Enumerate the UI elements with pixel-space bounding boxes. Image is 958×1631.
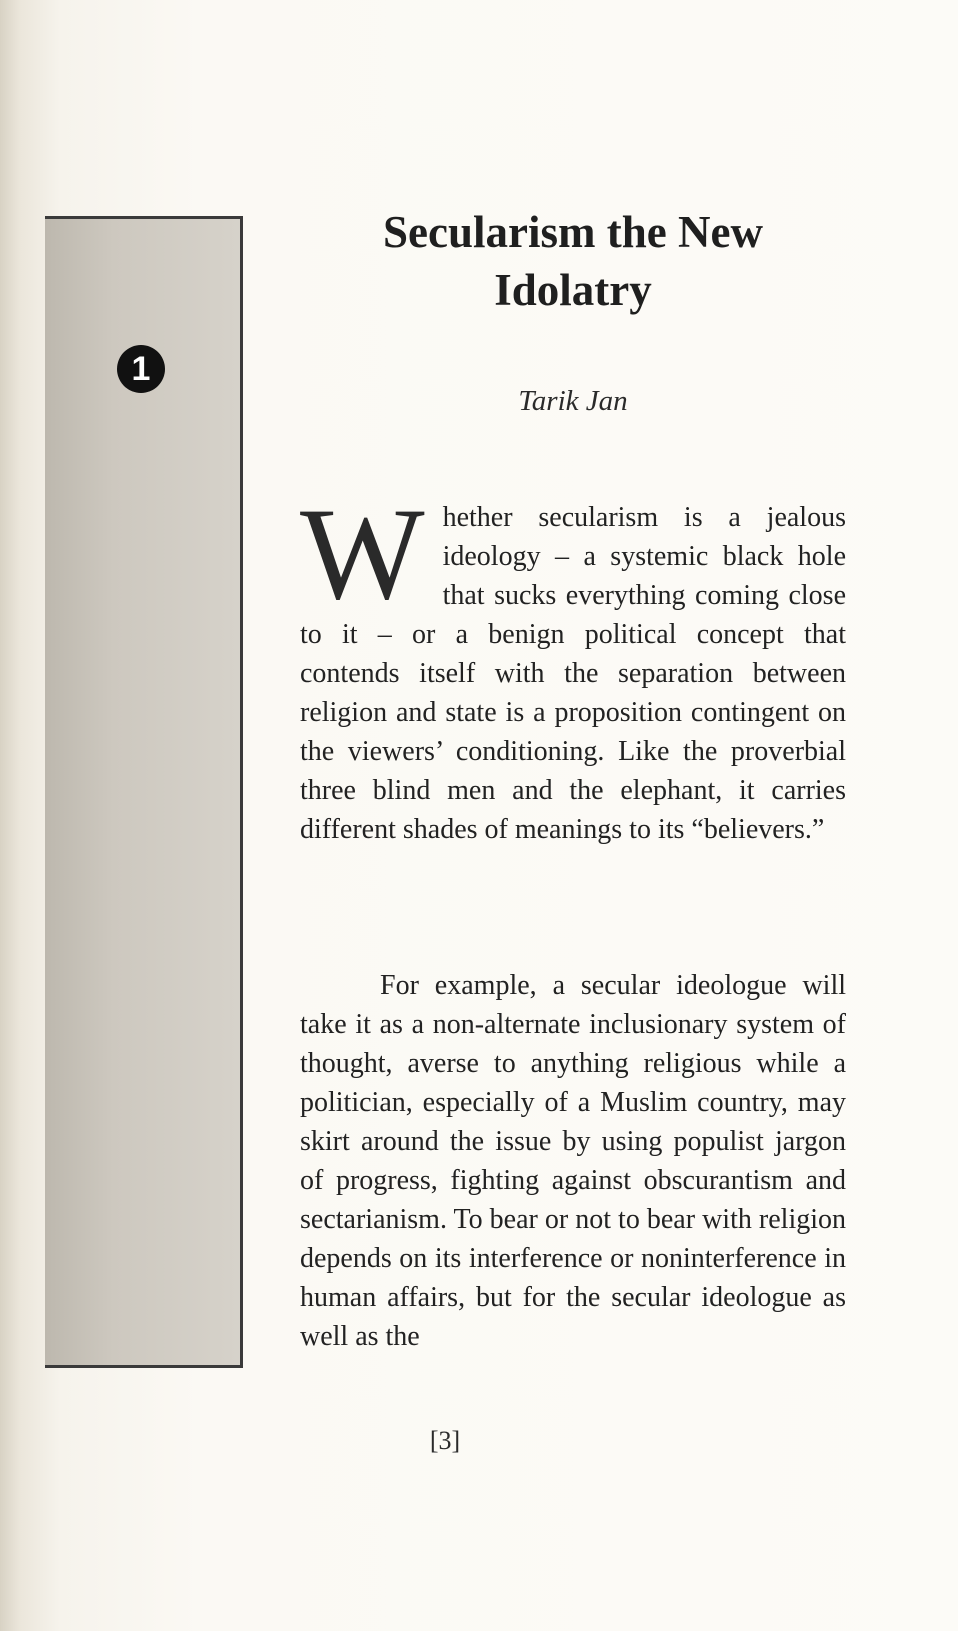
chapter-number-badge-icon: 1 xyxy=(117,345,165,393)
paragraph-1-text: hether secularism is a jealous ideology – a systemic black hole that sucks everything coming close to it – or a benign political concept that contends itself with the separation between religion and state is a proposition contingent on the viewers’ conditioning. Like the proverbial three blind men and the elephant, it carries different shades of meanings to its “believers.” xyxy=(300,502,846,845)
page-number: [3] xyxy=(429,1426,461,1455)
paragraph-2: For example, a secular ideologue will take it as a non-alternate inclusionary system of thought, averse to anything religious while a politician, especially of a Muslim country, may skirt around the issue by using populist jargon of progress, fighting against obscurantism and sectarianism. To bear or not to bear with religion depends on its interference or noninterference in human affairs, but for the secular ideologue as well as the xyxy=(300,970,846,1352)
chapter-tab xyxy=(45,216,243,1368)
article-author: Tarik Jan xyxy=(518,385,628,417)
drop-cap: W xyxy=(300,480,425,627)
article-title: Secularism the New Idolatry xyxy=(383,207,763,315)
paragraph-1 xyxy=(300,480,846,849)
